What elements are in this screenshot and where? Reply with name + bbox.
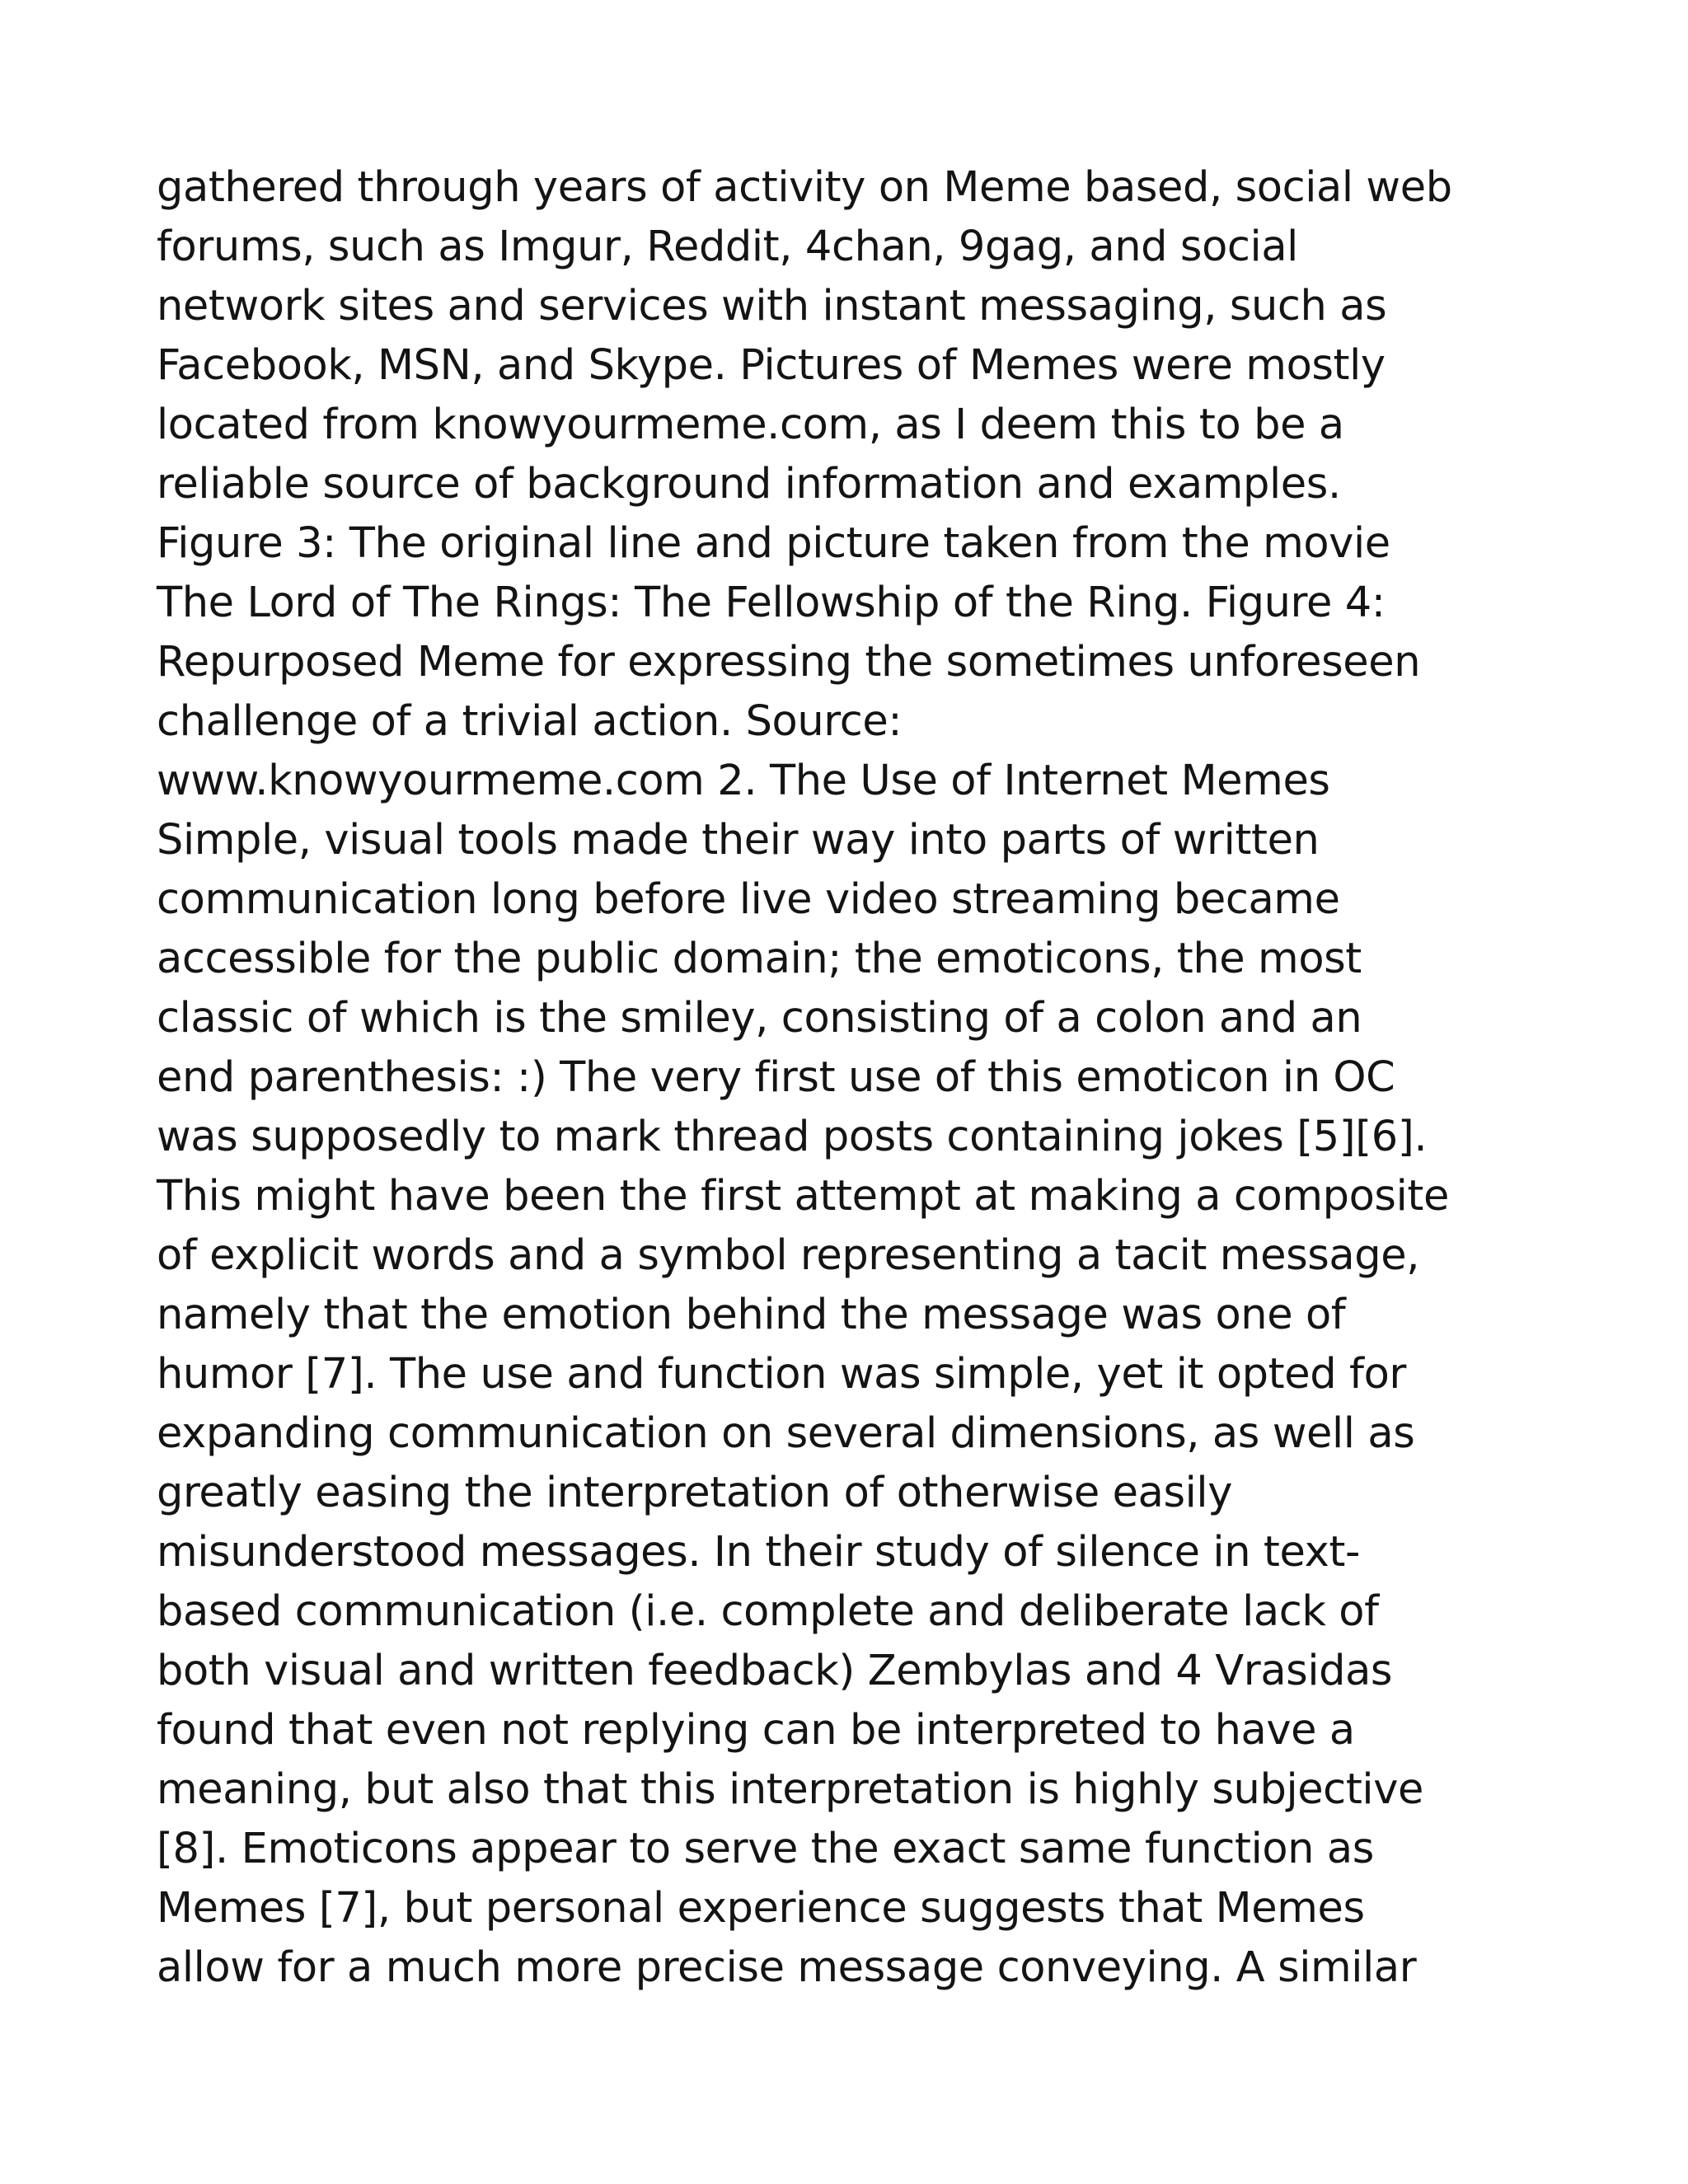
text-line: gathered through years of activity on Meme based, social web bbox=[157, 163, 1452, 212]
text-line: greatly easing the interpretation of otherwise easily bbox=[157, 1469, 1232, 1517]
text-line: communication long before live video streaming became bbox=[157, 875, 1340, 924]
text-line: www.knowyourmeme.com 2. The Use of Internet Memes bbox=[157, 757, 1330, 805]
text-line: end parenthesis: :) The very first use of this emoticon in OC bbox=[157, 1053, 1395, 1102]
text-line: namely that the emotion behind the message was one of bbox=[157, 1291, 1346, 1339]
text-line: located from knowyourmeme.com, as I deem this to be a bbox=[157, 401, 1344, 449]
text-line: Repurposed Meme for expressing the sometimes unforeseen bbox=[157, 638, 1421, 687]
text-line: Facebook, MSN, and Skype. Pictures of Memes were mostly bbox=[157, 341, 1386, 390]
text-line: meaning, but also that this interpretation is highly subjective bbox=[157, 1765, 1423, 1814]
text-line: The Lord of The Rings: The Fellowship of the Ring. Figure 4: bbox=[157, 579, 1386, 627]
text-line: challenge of a trivial action. Source: bbox=[157, 697, 903, 746]
text-line: expanding communication on several dimensions, as well as bbox=[157, 1409, 1415, 1458]
text-line: network sites and services with instant messaging, such as bbox=[157, 282, 1387, 330]
text-line: allow for a much more precise message conveying. A similar bbox=[157, 1943, 1417, 1992]
text-line: found that even not replying can be interpreted to have a bbox=[157, 1706, 1355, 1755]
text-line: both visual and written feedback) Zembylas and 4 Vrasidas bbox=[157, 1647, 1393, 1695]
body-paragraph bbox=[157, 158, 1558, 1998]
text-line: humor [7]. The use and function was simple, yet it opted for bbox=[157, 1350, 1406, 1399]
text-line: based communication (i.e. complete and deliberate lack of bbox=[157, 1587, 1379, 1636]
text-line: reliable source of background information and examples. bbox=[157, 460, 1341, 509]
text-line: Memes [7], but personal experience suggests that Memes bbox=[157, 1884, 1365, 1933]
text-line: This might have been the first attempt at making a composite bbox=[157, 1172, 1449, 1221]
text-line: Figure 3: The original line and picture taken from the movie bbox=[157, 519, 1390, 568]
text-line: [8]. Emoticons appear to serve the exact same function as bbox=[157, 1825, 1374, 1873]
text-line: was supposedly to mark thread posts containing jokes [5][6]. bbox=[157, 1113, 1428, 1161]
text-line: forums, such as Imgur, Reddit, 4chan, 9gag, and social bbox=[157, 223, 1298, 271]
text-line: Simple, visual tools made their way into parts of written bbox=[157, 816, 1320, 865]
text-line: misunderstood messages. In their study of silence in text- bbox=[157, 1528, 1360, 1577]
text-line: classic of which is the smiley, consisting of a colon and an bbox=[157, 994, 1362, 1043]
text-line: accessible for the public domain; the emoticons, the most bbox=[157, 935, 1362, 983]
text-line: of explicit words and a symbol representing a tacit message, bbox=[157, 1231, 1420, 1280]
